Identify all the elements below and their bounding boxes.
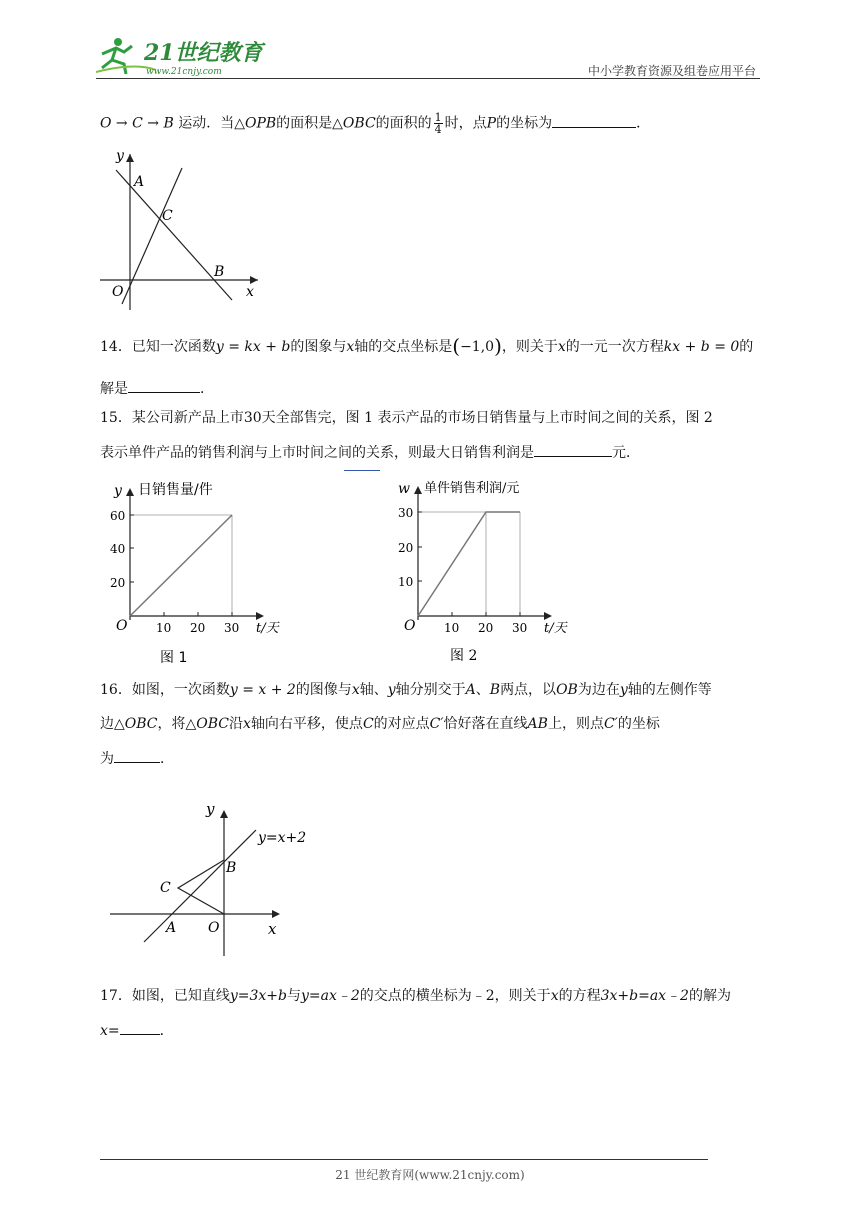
svg-text:x: x (268, 920, 277, 938)
answer-blank (128, 378, 200, 393)
q13-figure (96, 146, 268, 312)
svg-text:C: C (160, 880, 171, 896)
q15-text-1: 15．某公司新产品上市30天全部售完，图 1 表示产品的市场日销售量与上市时间之间的关系，图 2 (100, 410, 713, 426)
svg-text:30: 30 (512, 621, 528, 635)
answer-blank (534, 442, 612, 457)
svg-text:图 2: 图 2 (450, 648, 478, 664)
svg-text:30: 30 (224, 621, 240, 635)
svg-text:40: 40 (110, 542, 126, 556)
answer-blank (114, 748, 160, 763)
svg-text:t/天: t/天 (256, 621, 279, 636)
q16-figure (108, 796, 308, 960)
answer-blank (552, 113, 636, 128)
q16-text-2: 边△OBC，将△OBC沿x轴向右平移，使点C的对应点C′恰好落在直线AB上，则点C′的坐标 (100, 716, 660, 732)
svg-text:日销售量/件: 日销售量/件 (138, 482, 213, 498)
q17-text-2: x= ． (100, 1020, 765, 1041)
svg-text:10: 10 (398, 575, 414, 589)
svg-text:10: 10 (156, 621, 172, 635)
fraction: $\frac{1}{4}$ (434, 111, 442, 136)
q15-text-2: 表示单件产品的销售利润与上市时间之间的关系，则最大日销售利润是 元． (100, 442, 765, 463)
svg-text:C: C (162, 208, 173, 224)
q16-text-1: 16．如图，一次函数y = x + 2的图像与x轴、y轴分别交于A、B两点，以OB为边在y轴的左侧作等 (100, 682, 712, 698)
q14-text-2: 解是 ． (100, 378, 765, 399)
q15-figure-2 (394, 476, 584, 666)
svg-text:w: w (398, 481, 410, 497)
svg-text:B: B (226, 860, 237, 876)
svg-text:30: 30 (398, 506, 414, 520)
svg-text:B: B (214, 264, 225, 280)
svg-text:O: O (404, 618, 416, 634)
blue-underline-mark (344, 470, 380, 471)
q13-text: O → C → B 运动．当△OPB的面积是△OBC的面积的 $\frac{1}{4}$ 时，点P的坐标为 ． (100, 111, 651, 136)
svg-text:y: y (114, 483, 122, 499)
svg-text:O: O (116, 618, 128, 634)
q14-text: 14．已知一次函数y = kx + b的图象与x轴的交点坐标是(−1,0)，则关于x的一元一次方程kx + b = 0的 (100, 334, 754, 358)
svg-text:20: 20 (110, 576, 126, 590)
footer-rule (100, 1159, 708, 1160)
answer-blank (120, 1020, 160, 1035)
svg-text:A: A (134, 174, 145, 190)
svg-text:10: 10 (444, 621, 460, 635)
logo-url: www.21cnjy.com (146, 67, 222, 77)
site-logo (96, 34, 296, 78)
q16-text-3: 为 ． (100, 748, 765, 769)
svg-text:x: x (246, 284, 254, 300)
svg-text:20: 20 (398, 541, 414, 555)
svg-text:y: y (206, 800, 215, 818)
svg-text:20: 20 (478, 621, 494, 635)
logo-text: 21世纪教育 (144, 40, 263, 66)
svg-text:60: 60 (110, 509, 126, 523)
svg-text:图 1: 图 1 (160, 650, 188, 666)
svg-text:y=x+2: y=x+2 (258, 830, 307, 846)
svg-text:单件销售利润/元: 单件销售利润/元 (424, 481, 520, 496)
svg-text:A: A (166, 920, 177, 936)
q17-text-1: 17．如图，已知直线y=3x+b与y=ax﹣2的交点的横坐标为﹣2，则关于x的方程3x+b=ax﹣2的解为 (100, 988, 731, 1004)
footer-text: 21 世纪教育网(www.21cnjy.com) (335, 1168, 525, 1182)
svg-text:20: 20 (190, 621, 206, 635)
svg-text:y: y (116, 148, 124, 164)
header-rule (96, 78, 760, 79)
svg-text:t/天: t/天 (544, 621, 567, 636)
q15-figure-1 (104, 478, 284, 668)
header-platform-text: 中小学教育资源及组卷应用平台 (587, 64, 756, 78)
svg-text:O: O (208, 920, 220, 936)
svg-text:O: O (112, 284, 124, 300)
